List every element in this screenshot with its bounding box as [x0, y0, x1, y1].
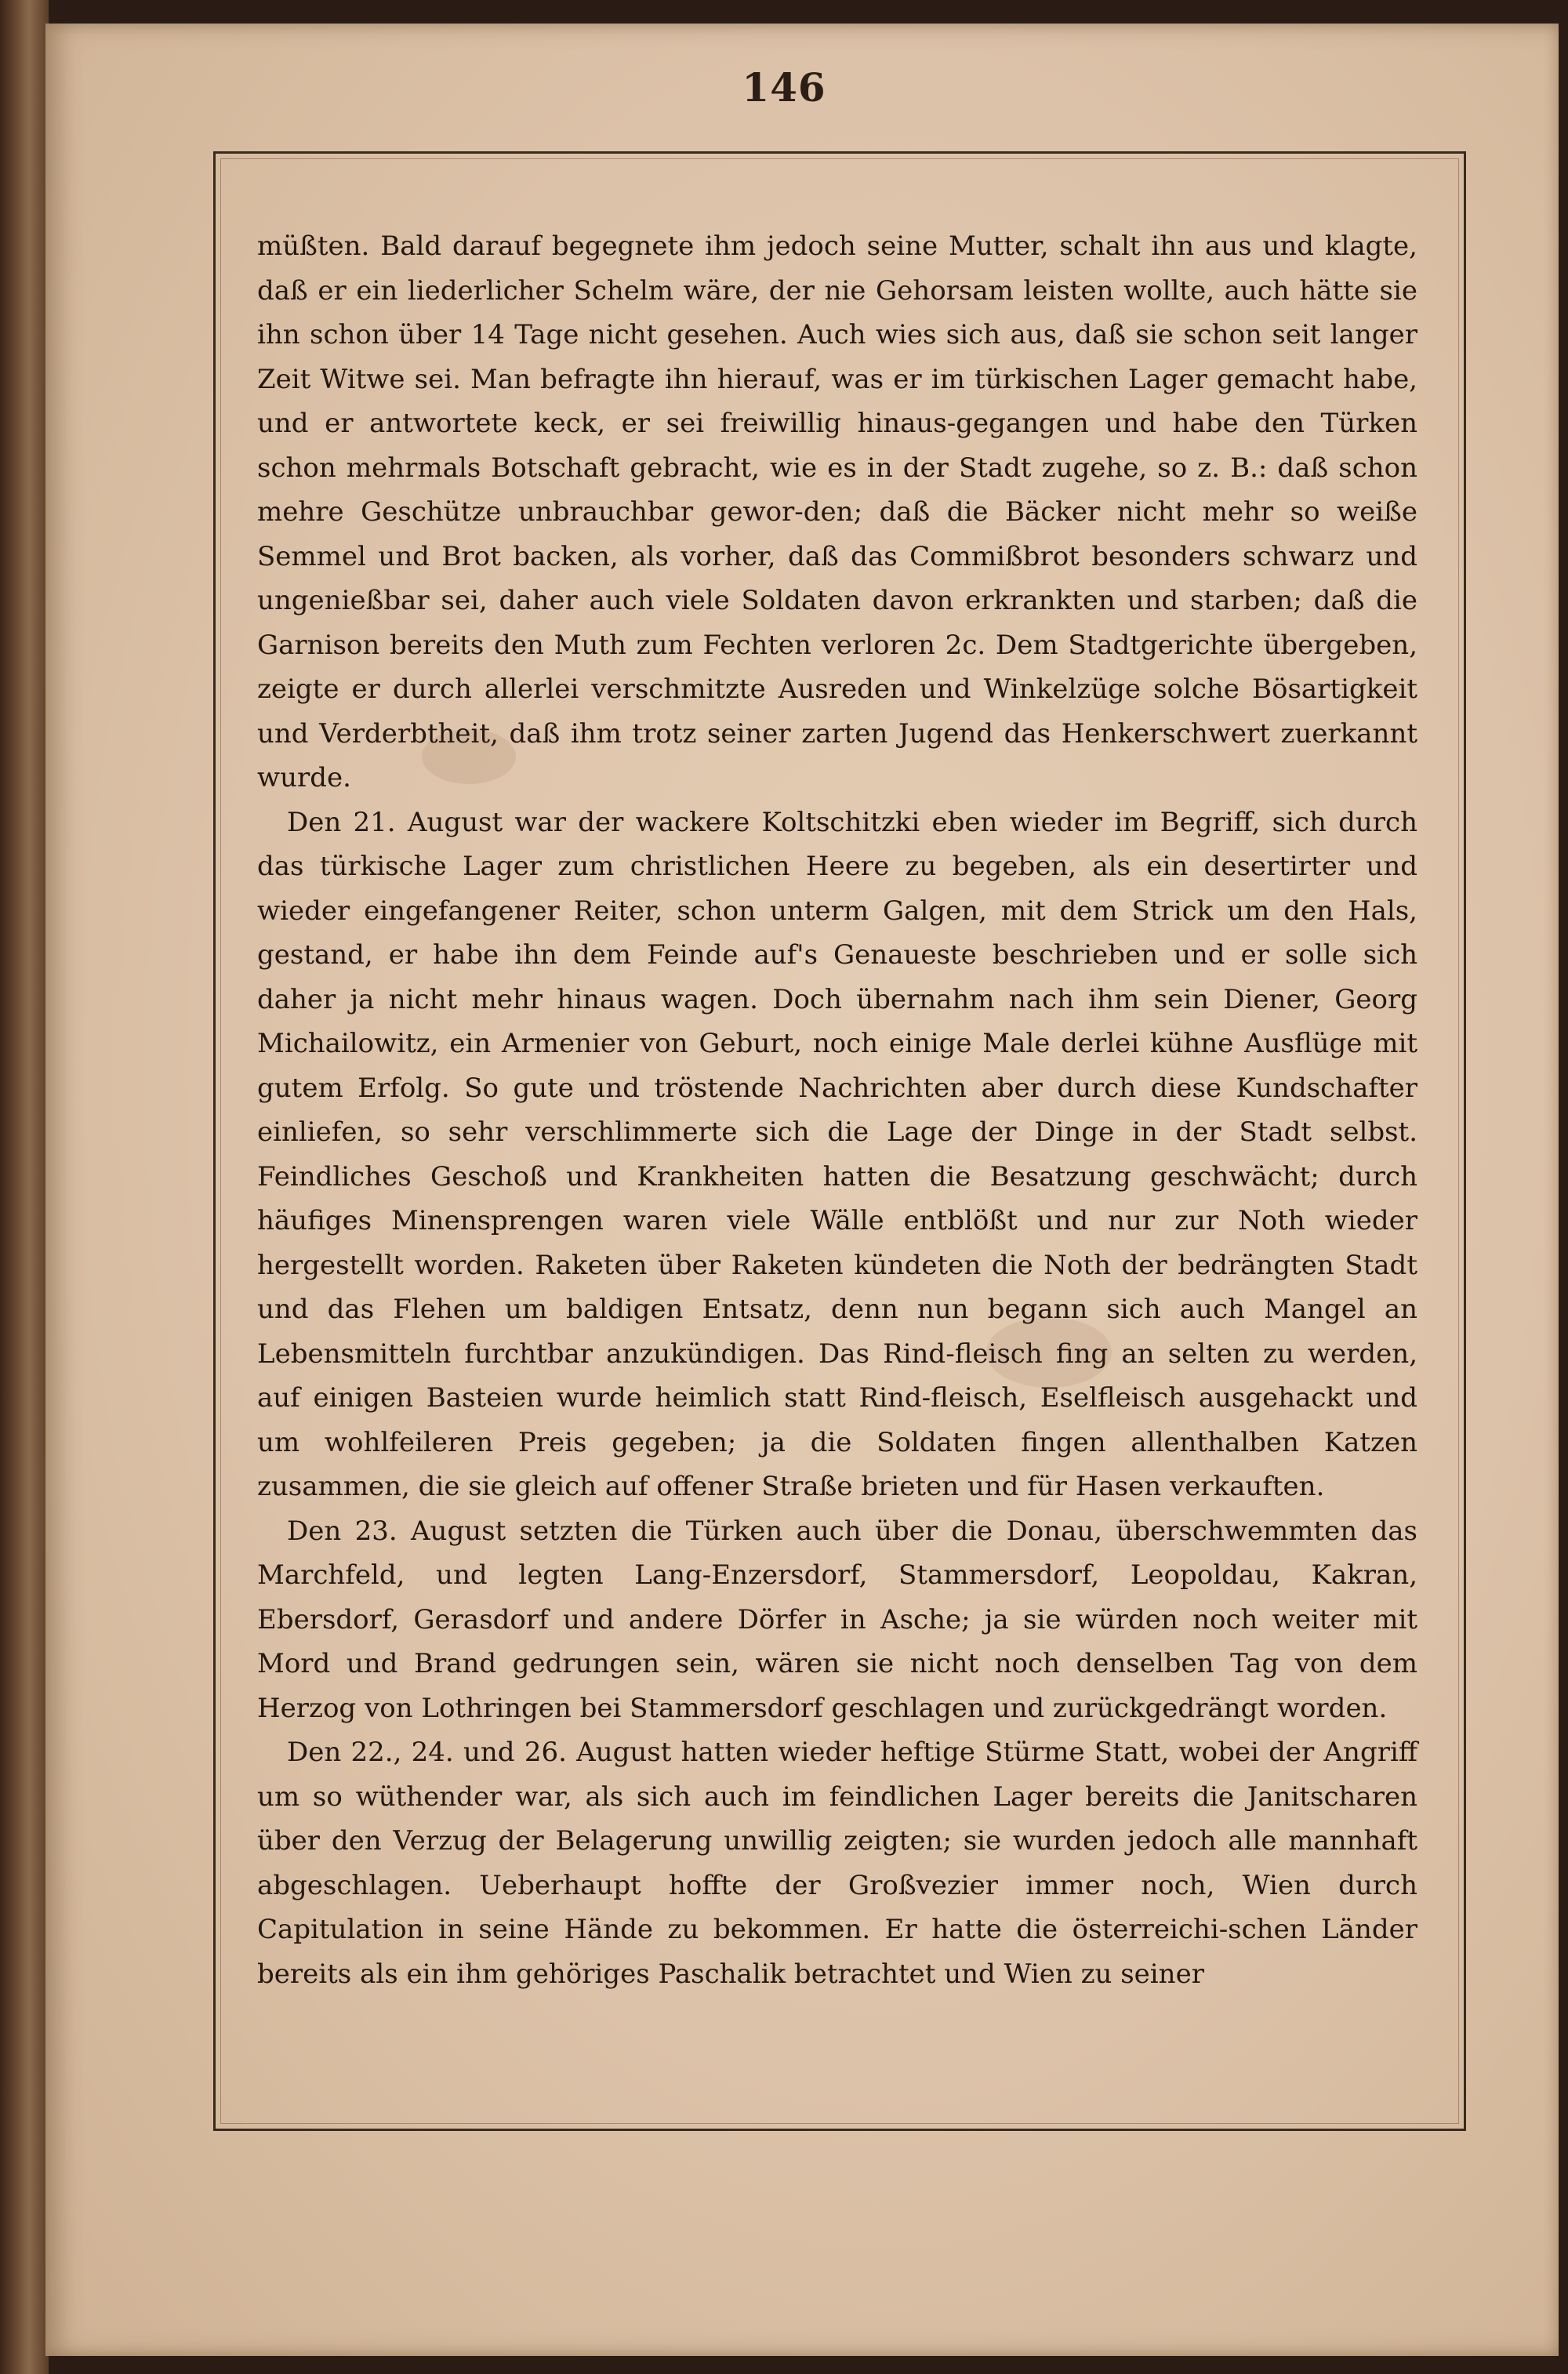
page-number: 146	[742, 64, 826, 111]
paragraph: Den 22., 24. und 26. August hatten wieder heftige Stürme Statt, wobei der Angriff um so wüthender war, als sich auch im feindlichen Lager bereits die Janitscharen über den Verzug der Belagerung unwillig zeigten; sie wurden jedoch alle mannhaft abgeschlagen. Ueberhaupt hoffte der Großvezier immer noch, Wien durch Capitulation in seine Hände zu bekommen. Er hatte die österreichi-schen Länder bereits als ein ihm gehöriges Paschalik betrachtet und Wien zu seiner	[257, 1737, 1417, 1990]
body-text	[257, 224, 1417, 1996]
paragraph: Den 21. August war der wackere Koltschitzki eben wieder im Begriff, sich durch das türkische Lager zum christlichen Heere zu begeben, als ein desertirter und wieder eingefangener Reiter, schon unterm Galgen, mit dem Strick um den Hals, gestand, er habe ihn dem Feinde auf's Genaueste beschrieben und er solle sich daher ja nicht mehr hinaus wagen. Doch übernahm nach ihm sein Diener, Georg Michailowitz, ein Armenier von Geburt, noch einige Male derlei kühne Ausflüge mit gutem Erfolg. So gute und tröstende Nachrichten aber durch diese Kundschafter einliefen, so sehr verschlimmerte sich die Lage der Dinge in der Stadt selbst. Feindliches Geschoß und Krankheiten hatten die Besatzung geschwächt; durch häufiges Minensprengen waren viele Wälle entblößt und nur zur Noth wieder hergestellt worden. Raketen über Raketen kündeten die Noth der bedrängten Stadt und das Flehen um baldigen Entsatz, denn nun begann sich auch Mangel an Lebensmitteln furchtbar anzukündigen. Das Rind-fleisch fing an selten zu werden, auf einigen Basteien wurde heimlich statt Rind-fleisch, Eselfleisch ausgehackt und um wohlfeileren Preis gegeben; ja die Soldaten fingen allenthalben Katzen zusammen, die sie gleich auf offener Straße brieten und für Hasen verkauften.	[257, 806, 1417, 1502]
paragraph: müßten. Bald darauf begegnete ihm jedoch seine Mutter, schalt ihn aus und klagte, daß er ein liederlicher Schelm wäre, der nie Gehorsam leisten wollte, auch hätte sie ihn schon über 14 Tage nicht gesehen. Auch wies sich aus, daß sie schon seit langer Zeit Witwe sei. Man befragte ihn hierauf, was er im türkischen Lager gemacht habe, und er antwortete keck, er sei freiwillig hinaus-gegangen und habe den Türken schon mehrmals Botschaft gebracht, wie es in der Stadt zugehe, so z. B.: daß schon mehre Geschütze unbrauchbar gewor-den; daß die Bäcker nicht mehr so weiße Semmel und Brot backen, als vorher, daß das Commißbrot besonders schwarz und ungenießbar sei, daher auch viele Soldaten davon erkrankten und starben; daß die Garnison bereits den Muth zum Fechten verloren 2c. Dem Stadtgerichte übergeben, zeigte er durch allerlei verschmitzte Ausreden und Winkelzüge solche Bösartigkeit und Verderbtheit, daß ihm trotz seiner zarten Jugend das Henkerschwert zuerkannt wurde.	[257, 231, 1417, 793]
paragraph: Den 23. August setzten die Türken auch über die Donau, überschwemmten das Marchfeld, und legten Lang-Enzersdorf, Stammersdorf, Leopoldau, Kakran, Ebersdorf, Gerasdorf und andere Dörfer in Asche; ja sie würden noch weiter mit Mord und Brand gedrungen sein, wären sie nicht noch denselben Tag von dem Herzog von Lothringen bei Stammersdorf geschlagen und zurückgedrängt worden.	[257, 1515, 1417, 1724]
book-spine	[0, 0, 49, 2374]
